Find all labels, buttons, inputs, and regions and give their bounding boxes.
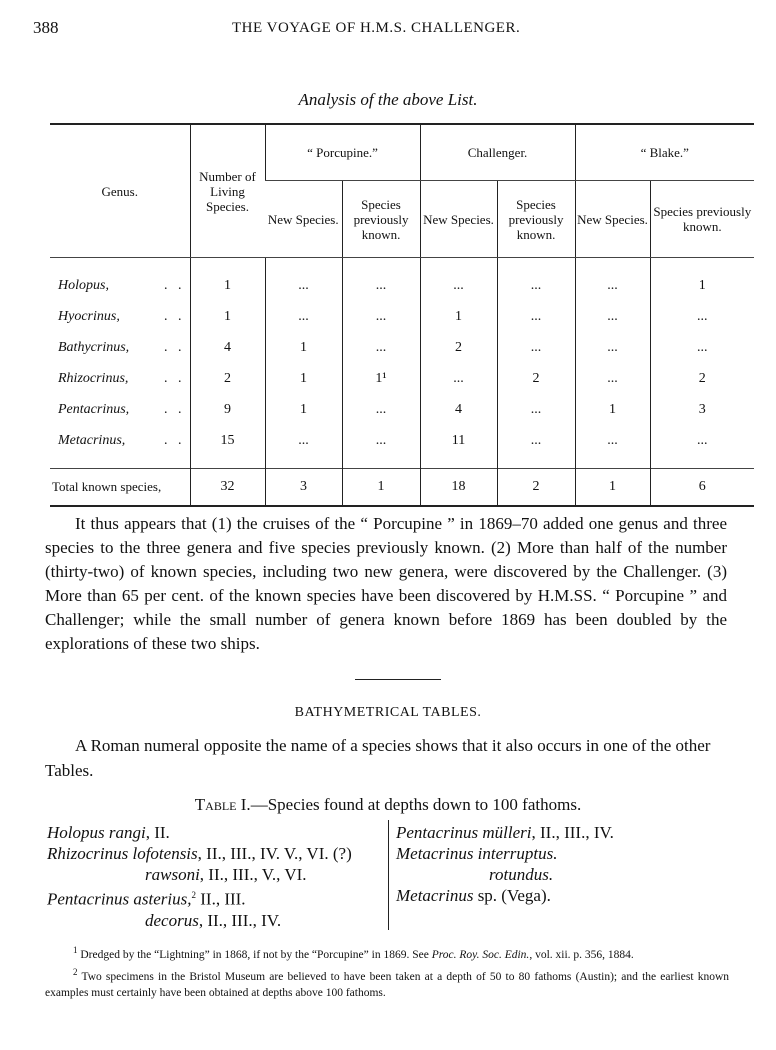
- count-cell: 2: [420, 332, 497, 363]
- total-cell: 2: [497, 469, 575, 507]
- species-entry: [396, 822, 736, 843]
- subheader-new: New Species.: [575, 181, 650, 258]
- species-name: Pentacrinus mülleri: [396, 823, 532, 842]
- species-name: rawsoni: [145, 865, 200, 884]
- genus-name: Holopus,: [58, 277, 109, 293]
- count-cell: ...: [420, 363, 497, 394]
- count-cell: ...: [420, 258, 497, 302]
- count-cell: 9: [190, 394, 265, 425]
- count-cell: ...: [497, 301, 575, 332]
- count-cell: ...: [575, 332, 650, 363]
- count-cell: ...: [650, 425, 754, 469]
- count-cell: 1: [190, 258, 265, 302]
- table-i-title: —Species found at depths down to 100 fathoms.: [250, 795, 582, 814]
- total-cell: 18: [420, 469, 497, 507]
- count-cell: 4: [190, 332, 265, 363]
- count-cell: ...: [497, 425, 575, 469]
- table-refs: , II., III., IV.: [198, 910, 282, 930]
- species-entry: [47, 822, 387, 843]
- leader-dots: . .: [164, 370, 182, 386]
- leader-dots: . .: [164, 308, 182, 324]
- total-cell: 6: [650, 469, 754, 507]
- table-refs: , II., III., IV. V., VI. (?): [197, 844, 352, 863]
- species-entry: [47, 910, 387, 931]
- total-cell: 3: [265, 469, 342, 507]
- genus-cell: [50, 332, 190, 363]
- footnote-mark: 1: [73, 945, 78, 955]
- species-name: Metacrinus: [396, 886, 474, 905]
- total-cell: 1: [575, 469, 650, 507]
- count-cell: ...: [342, 394, 420, 425]
- count-cell: 2: [190, 363, 265, 394]
- count-cell: ...: [497, 258, 575, 302]
- footnote-mark: 2: [73, 966, 78, 977]
- analysis-table: [50, 123, 754, 507]
- count-cell: ...: [265, 425, 342, 469]
- count-cell: 1: [420, 301, 497, 332]
- species-entry: [396, 885, 736, 906]
- species-name: Holopus rangi: [47, 823, 146, 842]
- species-list-left: [47, 822, 387, 931]
- body-paragraph: It thus appears that (1) the cruises of the “ Porcupine ” in 1869–70 added one genus and three species to the three genera and five species previously known. (2) More than half of the number (thirty-two) of known species, including two new genera, were discovered by the Challenger. (3) More than 65 per cent. of the known species have been discovered by H.M.SS. “ Porcupine ” and Challenger; while the small number of genera known before 1869 has been doubled by the explorations of these two ships.: [45, 514, 727, 653]
- footnote-text: Dredged by the “Lightning” in 1868, if not by the “Porcupine” in 1869. See: [77, 948, 432, 961]
- count-cell: 11: [420, 425, 497, 469]
- header-blake: “ Blake.”: [575, 124, 754, 181]
- genus-cell: [50, 425, 190, 469]
- footnote-text: , vol. xii. p. 356, 1884.: [529, 948, 634, 961]
- count-cell: ...: [342, 425, 420, 469]
- species-name: rotundus.: [489, 865, 554, 884]
- count-cell: ...: [497, 332, 575, 363]
- footnote-ref: 2: [191, 890, 196, 900]
- count-cell: 4: [420, 394, 497, 425]
- genus-cell: [50, 258, 190, 302]
- count-cell: 1¹: [342, 363, 420, 394]
- count-cell: 1: [265, 332, 342, 363]
- leader-dots: . .: [164, 339, 182, 355]
- count-cell: 15: [190, 425, 265, 469]
- total-cell: 32: [190, 469, 265, 507]
- subheader-prev: Species previously known.: [342, 181, 420, 258]
- table-refs: , II.: [145, 823, 170, 842]
- subheader-new: New Species.: [420, 181, 497, 258]
- count-cell: 1: [650, 258, 754, 302]
- section-rule: [355, 679, 441, 680]
- species-entry: [396, 843, 736, 864]
- footnote-citation: Proc. Roy. Soc. Edin.: [431, 948, 530, 961]
- footnotes: [45, 942, 729, 1002]
- species-entry: [47, 864, 387, 885]
- count-cell: ...: [575, 363, 650, 394]
- count-cell: ...: [265, 301, 342, 332]
- subheader-prev: Species previously known.: [650, 181, 754, 258]
- leader-dots: . .: [164, 277, 182, 293]
- total-cell: 1: [342, 469, 420, 507]
- page-number: 388: [33, 18, 59, 37]
- genus-cell: [50, 363, 190, 394]
- table-row: [50, 301, 754, 332]
- species-name: Rhizocrinus lofotensis: [47, 844, 198, 863]
- table-row: [50, 363, 754, 394]
- table-row: [50, 394, 754, 425]
- count-cell: ...: [342, 258, 420, 302]
- header-porcupine: “ Porcupine.”: [265, 124, 420, 181]
- table-refs: sp. (Vega).: [473, 886, 551, 905]
- count-cell: 2: [497, 363, 575, 394]
- count-cell: ...: [650, 332, 754, 363]
- total-row: [50, 469, 754, 507]
- table-row: [50, 425, 754, 469]
- count-cell: 1: [575, 394, 650, 425]
- leader-dots: . .: [164, 432, 182, 448]
- species-name: Metacrinus interruptus.: [396, 844, 558, 863]
- running-head: THE VOYAGE OF H.M.S. CHALLENGER.: [232, 20, 521, 36]
- header-challenger: Challenger.: [420, 124, 575, 181]
- count-cell: ...: [575, 258, 650, 302]
- table-refs: , II., III., IV.: [531, 823, 614, 842]
- column-divider: [388, 820, 389, 930]
- table-i-label: Table I.: [194, 795, 251, 814]
- section-heading: BATHYMETRICAL TABLES.: [294, 705, 482, 720]
- footnote-text: Two specimens in the Bristol Museum are believed to have been taken at a depth of 50 to 80 fathoms (Austin); and the earliest known examples must certainly have been obtained at depths above 100 fathoms.: [45, 970, 729, 999]
- genus-name: Hyocrinus,: [58, 308, 120, 324]
- count-cell: ...: [575, 301, 650, 332]
- count-cell: 1: [190, 301, 265, 332]
- genus-name: Rhizocrinus,: [58, 370, 129, 386]
- species-entry: [47, 843, 387, 864]
- species-name: decorus: [145, 910, 199, 930]
- count-cell: 1: [265, 363, 342, 394]
- header-number: Number of Living Species.: [190, 124, 265, 258]
- count-cell: ...: [650, 301, 754, 332]
- subheader-new: New Species.: [265, 181, 342, 258]
- count-cell: ...: [497, 394, 575, 425]
- count-cell: ...: [342, 332, 420, 363]
- species-name: Pentacrinus asterius,: [47, 889, 192, 909]
- header-genus: Genus.: [50, 124, 190, 258]
- count-cell: ...: [342, 301, 420, 332]
- table-refs: II., III.: [196, 889, 246, 909]
- species-entry: [396, 864, 736, 885]
- footnote-2: [45, 964, 729, 1001]
- count-cell: 1: [265, 394, 342, 425]
- count-cell: 3: [650, 394, 754, 425]
- table-row: [50, 332, 754, 363]
- species-entry: [47, 885, 387, 910]
- genus-cell: [50, 301, 190, 332]
- genus-cell: [50, 394, 190, 425]
- genus-name: Bathycrinus,: [58, 339, 130, 355]
- subheader-prev: Species previously known.: [497, 181, 575, 258]
- table-refs: , II., III., V., VI.: [199, 865, 307, 884]
- genus-name: Metacrinus,: [58, 432, 126, 448]
- total-label: Total known species,: [50, 469, 190, 507]
- genus-name: Pentacrinus,: [58, 401, 130, 417]
- species-list-right: [396, 822, 736, 906]
- leader-dots: . .: [164, 401, 182, 417]
- count-cell: 2: [650, 363, 754, 394]
- count-cell: ...: [265, 258, 342, 302]
- footnote-1: [45, 942, 729, 963]
- table-i-caption: [0, 795, 776, 815]
- table-row: [50, 258, 754, 302]
- table-caption: Analysis of the above List.: [298, 90, 478, 109]
- body-paragraph: A Roman numeral opposite the name of a species shows that it also occurs in one of the other Tables.: [45, 736, 711, 780]
- count-cell: ...: [575, 425, 650, 469]
